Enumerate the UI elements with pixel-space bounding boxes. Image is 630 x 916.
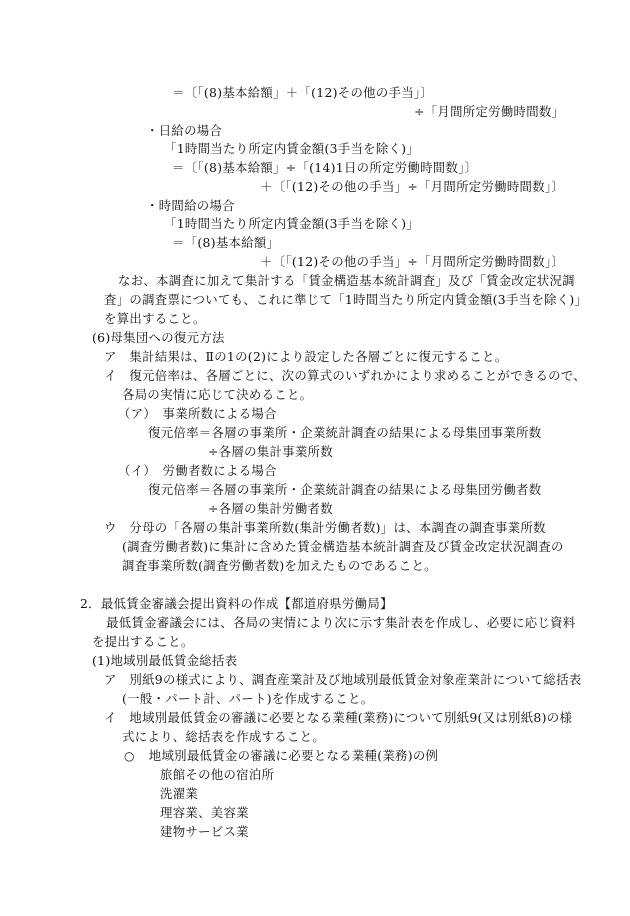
circle-bullet-icon: ○	[124, 749, 135, 763]
formula-line: 「1時間当たり所定内賃金額(3手当を除く)」	[164, 216, 420, 231]
item-line: イ 地域別最低賃金の審議に必要となる業種(業務)について別紙9(又は別紙8)の様	[104, 710, 573, 725]
list-item: 洗濯業	[160, 786, 199, 801]
list-item: 旅館その他の宿泊所	[160, 767, 275, 782]
formula-line: ＋〔「(12)その他の手当」÷「月間所定労働時間数」〕	[260, 254, 565, 269]
item-line: 各局の実情に応じて決めること。	[122, 387, 313, 402]
item-line: 式により、総括表を作成すること。	[122, 729, 326, 744]
paragraph-line: なお、本調査に加えて集計する「賃金構造基本統計調査」及び「賃金改定状況調	[118, 273, 575, 288]
formula-line: ＝「(8)基本給額」	[172, 235, 280, 250]
formula-line: ＋〔「(12)その他の手当」÷「月間所定労働時間数」〕	[260, 179, 565, 194]
formula-line: 復元倍率＝各層の事業所・企業統計調査の結果による母集団事業所数	[148, 425, 542, 440]
paragraph-line: を算出すること。	[104, 311, 206, 326]
item-line: イ 復元倍率は、各層ごとに、次の算式のいずれかにより求めることができるので、	[104, 368, 586, 383]
formula-line: 「1時間当たり所定内賃金額(3手当を除く)」	[164, 141, 420, 156]
paragraph-line: 査」の調査票についても、これに準じて「1時間当たり所定内賃金額(3手当を除く)」	[104, 292, 588, 307]
item-line: ア 集計結果は、Ⅱの1の(2)により設定した各層ごとに復元すること。	[104, 349, 508, 364]
item-line: ウ 分母の「各層の集計事業所数(集計労働者数)」は、本調査の調査事業所数	[104, 520, 546, 535]
list-item: 建物サービス業	[160, 824, 249, 839]
formula-line: 復元倍率＝各層の事業所・企業統計調査の結果による母集団労働者数	[148, 482, 542, 497]
paragraph-line: を提出すること。	[92, 634, 194, 649]
bullet-text: 地域別最低賃金の審議に必要となる業種(業務)の例	[148, 748, 439, 763]
item-line: (一般・パート計、パート)を作成すること。	[122, 691, 374, 706]
section-heading: (6)母集団への復元方法	[92, 330, 225, 345]
formula-line: ＝〔「(8)基本給額」÷「(14)1日の所定労働時間数」〕	[172, 160, 478, 175]
list-item: 理容業、美容業	[160, 805, 249, 820]
bullet-item	[124, 748, 438, 764]
formula-line: ÷各層の集計事業所数	[208, 444, 333, 459]
item-line: (調査労働者数)に集計に含めた賃金構造基本統計調査及び賃金改定状況調査の	[122, 539, 564, 554]
formula-line: ÷「月間所定労働時間数」	[414, 104, 565, 119]
section-heading: (1)地域別最低賃金総括表	[92, 653, 238, 668]
item-line: ア 別紙9の様式により、調査産業計及び地域別最低賃金対象産業計について総括表	[104, 672, 582, 687]
subitem-heading: （イ） 労働者数による場合	[118, 463, 277, 478]
subheading: ・時間給の場合	[146, 198, 235, 213]
subitem-heading: （ア） 事業所数による場合	[118, 406, 277, 421]
item-line: 調査事業所数(調査労働者数)を加えたものであること。	[122, 558, 437, 573]
formula-line: ＝〔「(8)基本給額」＋「(12)その他の手当」〕	[172, 85, 434, 100]
subheading: ・日給の場合	[146, 123, 223, 138]
formula-line: ÷各層の集計労働者数	[208, 501, 333, 516]
chapter-heading: 2．最低賃金審議会提出資料の作成【都道府県労働局】	[80, 596, 393, 611]
paragraph-line: 最低賃金審議会には、各局の実情により次に示す集計表を作成し、必要に応じ資料	[106, 615, 576, 630]
